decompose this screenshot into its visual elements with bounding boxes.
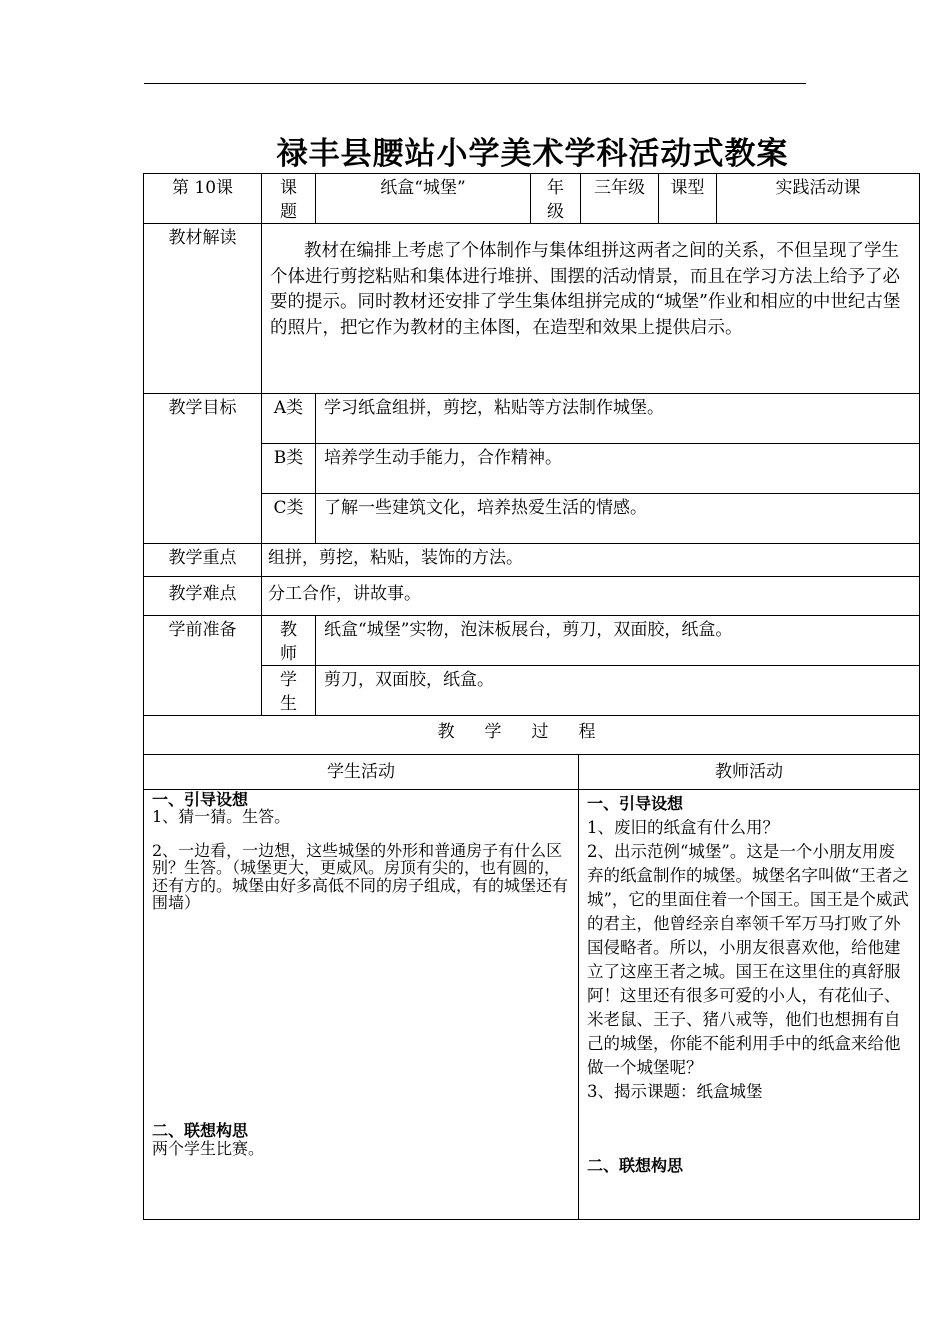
reading-text: 教材在编排上考虑了个体制作与集体组拼这两者之间的关系，不但呈现了学生个体进行剪挖粘贴和集体进行堆拼、围摆的活动情景，而且在学习方法上给予了必要的提示。同时教材还安排了学生集体组拼完成的“城堡”作业和相应的中世纪古堡的照片，把它作为教材的主体图，在造型和效果上提供启示。 bbox=[262, 224, 920, 394]
goal-c-text: 了解一些建筑文化，培养热爱生活的情感。 bbox=[316, 494, 920, 544]
teacher-section-2-heading: 二、联想构思 bbox=[587, 1156, 684, 1175]
teacher-activity bbox=[579, 790, 920, 1220]
teacher-item-2: 2、出示范例“城堡”。这是一个小朋友用废弃的纸盒制作的城堡。城堡名字叫做“王者之城”，它的里面住着一个国王。国王是个威武的君主，他曾经亲自率领千军万马打败了外国侵略者。所以，小朋友很喜欢他，给他建立了这座王者之城。国王在这里住的真舒服阿！这里还有很多可爱的小人，有花仙子、米老鼠、王子、猪八戒等，他们也想拥有自己的城堡，你能不能利用手中的纸盒来给他做一个城堡呢？ bbox=[587, 842, 909, 1077]
student-section-1-heading: 一、引导设想 bbox=[152, 790, 249, 809]
process-header bbox=[144, 716, 920, 755]
grade-value: 三年级 bbox=[581, 174, 659, 224]
key-label: 教学重点 bbox=[144, 544, 262, 577]
teacher-item-3: 3、揭示课题：纸盒城堡 bbox=[587, 1082, 763, 1101]
prep-teacher-label: 教师 bbox=[262, 616, 316, 666]
student-col-header: 学生活动 bbox=[144, 755, 579, 790]
difficulty-text: 分工合作，讲故事。 bbox=[262, 577, 920, 616]
prep-student-label: 学生 bbox=[262, 666, 316, 716]
type-value: 实践活动课 bbox=[717, 174, 920, 224]
topic-value: 纸盒“城堡” bbox=[316, 174, 531, 224]
lesson-plan-table bbox=[143, 173, 920, 1220]
student-item-3: 两个学生比赛。 bbox=[152, 1138, 265, 1158]
goal-c-tag: C类 bbox=[262, 494, 316, 544]
difficulty-label: 教学难点 bbox=[144, 577, 262, 616]
lesson-number: 第 10课 bbox=[144, 174, 262, 224]
student-item-2: 2、一边看，一边想，这些城堡的外形和普通房子有什么区别？生答。（城堡更大，更威风。房顶有尖的，也有圆的，还有方的。城堡由好多高低不同的房子组成，有的城堡还有围墙） bbox=[152, 840, 569, 912]
topic-label: 课题 bbox=[262, 174, 316, 224]
student-item-1: 1、猜一猜。生答。 bbox=[152, 807, 291, 826]
goal-b-text: 培养学生动手能力，合作精神。 bbox=[316, 444, 920, 494]
reading-label: 教材解读 bbox=[144, 224, 262, 394]
key-text: 组拼，剪挖，粘贴，装饰的方法。 bbox=[262, 544, 920, 577]
goals-label: 教学目标 bbox=[144, 394, 262, 544]
process-label: 教学过程 bbox=[437, 722, 626, 742]
goal-b-tag: B类 bbox=[262, 444, 316, 494]
teacher-section-1-heading: 一、引导设想 bbox=[587, 794, 684, 813]
prep-student-text: 剪刀，双面胶，纸盒。 bbox=[316, 666, 920, 716]
teacher-item-1: 1、废旧的纸盒有什么用？ bbox=[587, 818, 779, 837]
type-label: 课型 bbox=[659, 174, 717, 224]
top-rule bbox=[144, 83, 806, 84]
prep-teacher-text: 纸盒“城堡”实物，泡沫板展台，剪刀，双面胶，纸盒。 bbox=[316, 616, 920, 666]
goal-a-text: 学习纸盒组拼，剪挖，粘贴等方法制作城堡。 bbox=[316, 394, 920, 444]
student-activity bbox=[144, 790, 579, 1220]
goal-a-tag: A类 bbox=[262, 394, 316, 444]
teacher-col-header: 教师活动 bbox=[579, 755, 920, 790]
grade-label: 年级 bbox=[531, 174, 581, 224]
page-title: 禄丰县腰站小学美术学科活动式教案 bbox=[276, 136, 789, 172]
student-section-2-heading: 二、联想构思 bbox=[152, 1120, 249, 1140]
prep-label: 学前准备 bbox=[144, 616, 262, 716]
